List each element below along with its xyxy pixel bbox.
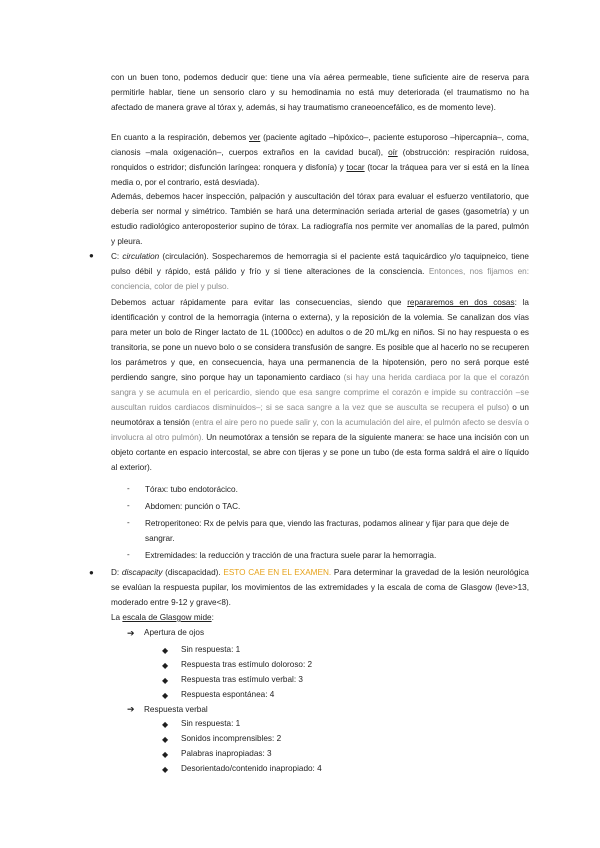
dash-marker: - [127, 484, 130, 493]
underlined-oir: oír [388, 148, 398, 157]
exam-highlight: ESTO CAE EN EL EXAMEN. [223, 568, 332, 577]
diamond-bullet-icon: ◆ [162, 646, 169, 655]
text: (discapacidad). [162, 568, 224, 577]
text: Un neumotórax a tensión se repara de la siguiente manera: se hace una incisión con un objeto cortante en espacio intercostal, se abre con tijeras y se pone un tubo (de esta forma saldrá el aire o líquido al exterior). [111, 433, 529, 472]
item-discapacity [111, 565, 529, 610]
text: (paciente agitado –hipóxico–, paciente estuporoso –hipercapnia–, coma, cianosis –mala oxigenación–, cuerpos extraños en la cavidad bucal), [111, 133, 529, 157]
glasgow-score-item: Sin respuesta: 1 [181, 645, 241, 654]
text: : [211, 613, 214, 622]
underlined-tocar: tocar [346, 163, 365, 172]
arrow-icon: ➔ [127, 628, 135, 638]
text: o un neumotórax a tensión [111, 403, 529, 427]
text: C: [111, 252, 123, 261]
diamond-bullet-icon: ◆ [162, 676, 169, 685]
arrow-icon: ➔ [127, 704, 135, 714]
paragraph-text: con un buen tono, podemos deducir que: tiene una vía aérea permeable, tiene suficiente aire de reserva para permitirle hablar, tiene un sensorio claro y su hemodinamia no está muy deteriorada (el traumatismo no ha afectado de manera grave al tórax y, además, si hay traumatismo craneoencefálico, es de momento leve). [111, 73, 529, 112]
glasgow-score-item: Respuesta tras estímulo doloroso: 2 [181, 660, 313, 669]
underlined-text: escala de Glasgow mide [122, 613, 212, 622]
text: (obstrucción: respiración ruidosa, ronquidos o estridor; disfunción laríngea: ronquera y disfonía) y [111, 148, 529, 172]
dash-item-abdomen: Abdomen: punción o TAC. [145, 502, 241, 511]
dash-item-extremidades: Extremidades: la reducción y tracción de una fractura suele parar la hemorragia. [145, 551, 437, 560]
diamond-bullet-icon: ◆ [162, 691, 169, 700]
text: Para determinar la gravedad de la lesión neurológica se evalúan la respuesta pupilar, los movimientos de las extremidades y la escala de coma de Glasgow (leve>13, moderado entre 9-12 y grave<8). [111, 568, 529, 607]
text: D: [111, 568, 122, 577]
glasgow-score-item: Sin respuesta: 1 [181, 719, 241, 728]
grey-note: Entonces, nos fijamos en: conciencia, color de piel y pulso. [111, 267, 530, 291]
text: (tocar la tráquea para ver si está en la línea media o, por el contrario, está desviada). [111, 163, 529, 187]
grey-note: (entra el aire pero no puede salir y, con la acumulación del aire, el pulmón afecto se desvía o involucra al otro pulmón). [111, 418, 529, 442]
diamond-bullet-icon: ◆ [162, 750, 169, 759]
glasgow-score-item: Respuesta espontánea: 4 [181, 690, 275, 699]
paragraph-text: Además, debemos hacer inspección, palpación y auscultación del tórax para evaluar el esfuerzo ventilatorio, que debería ser normal y simétrico. También se hará una determinación seriada arterial de gases (gasometría) y un estudio radiológico anteroposterior supino de tórax. La radiografía nos permite ver anomalías de la pared, pulmón y pleura. [111, 192, 529, 246]
diamond-bullet-icon: ◆ [162, 765, 169, 774]
dash-marker: - [127, 501, 130, 510]
glasgow-heading [111, 610, 529, 625]
bullet-c: ● [89, 251, 94, 260]
text: En cuanto a la respiración, debemos [111, 133, 249, 142]
glasgow-score-item: Desorientado/contenido inapropiado: 4 [181, 764, 322, 773]
bullet-d: ● [89, 568, 94, 577]
dash-marker: - [127, 518, 130, 527]
paragraph-breathing [111, 130, 529, 190]
diamond-bullet-icon: ◆ [162, 720, 169, 729]
item-circulation [111, 249, 529, 294]
term-discapacity: discapacity [121, 568, 163, 577]
diamond-bullet-icon: ◆ [162, 735, 169, 744]
underlined-ver: ver [248, 133, 261, 142]
diamond-bullet-icon: ◆ [162, 661, 169, 670]
grey-note: (si hay una herida cardiaca por la que el corazón sangra y se acumula en el pericardio, siendo que esa sangre comprime el corazón e impide su contracción –se auscultan ruidos cardiacos disminuidos–; si se saca sangre a la vez que se ausculta se recupera el pulso) [111, 373, 529, 412]
text: : la identificación y control de la hemorragia (interna o externa), y la reposición de la volemia. Se canalizan dos vías para meter un bolo de Ringer lactato de 1L (1000cc) en adultos o de 20 mL/kg en niños. Si no hay respuesta o es transitoria, se pone un nuevo bolo o se considera transfusión de sangre. Es posible que al hacerlo no se recuperen los parámetros y que, en consecuencia, haya una permanencia de la hipotensión, pero no será porque esté perdiendo sangre, sino porque hay un taponamiento cardiaco [111, 298, 529, 382]
text: Debemos actuar rápidamente para evitar las consecuencias, siendo que [111, 298, 408, 307]
glasgow-score-item: Sonidos incomprensibles: 2 [181, 734, 282, 743]
paragraph-hemorrhage [111, 295, 529, 475]
dash-marker: - [127, 550, 130, 559]
glasgow-group-ojos: Apertura de ojos [144, 628, 205, 637]
dash-item-retroperitoneo: Retroperitoneo: Rx de pelvis para que, viendo las fracturas, podamos alinear y fijar para que deje de sangrar. [145, 519, 510, 543]
glasgow-score-item: Respuesta tras estímulo verbal: 3 [181, 675, 303, 684]
text: (circulación). Sospecharemos de hemorragia si el paciente está taquicárdico y/o taquipneico, tiene pulso débil y rápido, está pálido y frío y si tiene alteraciones de la consciencia. [111, 252, 529, 276]
term-circulation: circulation [122, 252, 160, 261]
paragraph-airway-summary [111, 70, 529, 115]
dash-item-torax: Tórax: tubo endotorácico. [145, 485, 238, 494]
glasgow-group-verbal: Respuesta verbal [144, 705, 208, 714]
paragraph-thorax-exam [111, 189, 529, 249]
text: La [111, 613, 123, 622]
underlined-text: repararemos en dos cosas [407, 298, 515, 307]
glasgow-score-item: Palabras inapropiadas: 3 [181, 749, 272, 758]
